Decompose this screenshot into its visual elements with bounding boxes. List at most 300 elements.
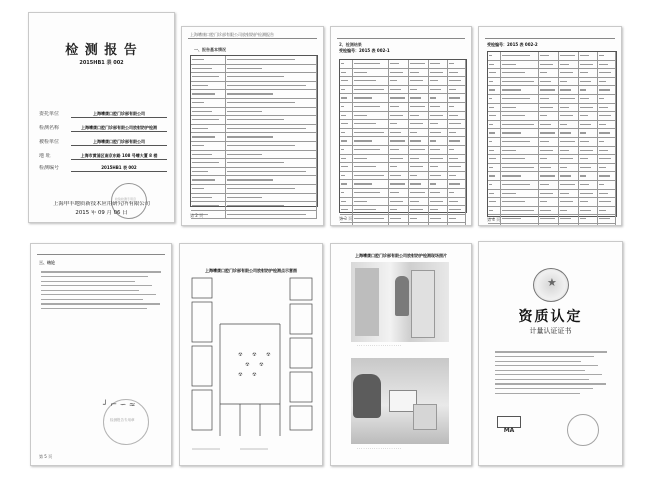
svg-text:☢: ☢ — [238, 352, 243, 358]
table-cell — [191, 159, 226, 167]
table-cell — [429, 215, 447, 223]
table-cell — [579, 129, 597, 137]
table-cell — [598, 215, 616, 223]
table-cell — [488, 155, 501, 163]
table-cell — [488, 224, 501, 226]
table-cell — [559, 52, 579, 60]
table-cell — [226, 159, 317, 167]
table-cell — [191, 151, 226, 159]
table-cell — [409, 206, 429, 214]
table-cell — [389, 206, 409, 214]
table-cell — [579, 181, 597, 189]
table-cell — [579, 147, 597, 155]
svg-text:☢: ☢ — [259, 362, 264, 368]
table-row — [488, 155, 616, 164]
table-cell — [501, 172, 539, 180]
text-line — [495, 379, 589, 380]
table-cell — [409, 103, 429, 111]
table-cell — [579, 207, 597, 215]
page-photos — [330, 243, 472, 466]
table-cell — [579, 224, 597, 226]
table-cell — [226, 176, 317, 184]
table-cell — [409, 60, 429, 68]
table-cell — [448, 215, 466, 223]
section-title: 2、检测结果 — [339, 42, 362, 47]
table-cell — [539, 95, 559, 103]
table-cell — [598, 86, 616, 94]
table-cell — [598, 190, 616, 198]
table-cell — [488, 181, 501, 189]
table-cell — [191, 168, 226, 176]
table-cell — [409, 189, 429, 197]
table-cell — [353, 103, 389, 111]
text-line — [495, 383, 606, 384]
table-cell — [429, 163, 447, 171]
table-cell — [389, 120, 409, 128]
table-row — [488, 78, 616, 87]
table-cell — [429, 146, 447, 154]
table-row — [191, 151, 317, 160]
table-cell — [488, 207, 501, 215]
table-cell — [429, 86, 447, 94]
table-cell — [539, 129, 559, 137]
table-cell — [598, 198, 616, 206]
table-cell — [226, 211, 317, 219]
table-row — [488, 61, 616, 70]
table-row — [488, 164, 616, 173]
table-row — [488, 181, 616, 190]
table-cell — [501, 147, 539, 155]
table-cell — [353, 155, 389, 163]
table-cell — [226, 142, 317, 150]
table-cell — [353, 137, 389, 145]
table-cell — [409, 77, 429, 85]
table-cell — [353, 172, 389, 180]
table-cell — [598, 181, 616, 189]
table-cell — [579, 69, 597, 77]
table-cell — [559, 61, 579, 69]
table-cell — [579, 198, 597, 206]
stamp-text: 检验检测专用章 — [115, 197, 137, 201]
table-cell — [539, 155, 559, 163]
table-row — [488, 147, 616, 156]
table-row — [191, 82, 317, 91]
table-cell — [226, 56, 317, 64]
table-cell — [340, 189, 353, 197]
national-emblem: ★ — [533, 268, 569, 302]
table-cell — [429, 77, 447, 85]
table-cell — [389, 146, 409, 154]
table-row — [191, 168, 317, 177]
table-cell — [409, 223, 429, 226]
table-row — [191, 176, 317, 185]
certificate-subtitle: 计量认证证书 — [529, 327, 572, 335]
table-cell — [353, 180, 389, 188]
table-cell — [448, 120, 466, 128]
table-cell — [448, 69, 466, 77]
table-cell — [226, 65, 317, 73]
table-cell — [598, 104, 616, 112]
table-cell — [409, 112, 429, 120]
table-cell — [579, 61, 597, 69]
table-cell — [539, 172, 559, 180]
table-cell — [191, 82, 226, 90]
text-line — [41, 308, 147, 309]
table-cell — [448, 223, 466, 226]
info-table — [190, 55, 318, 207]
table-row — [488, 224, 616, 226]
table-cell — [353, 215, 389, 223]
table-cell — [353, 112, 389, 120]
table-row — [191, 108, 317, 117]
page-conclusion — [30, 243, 172, 466]
table-cell — [226, 151, 317, 159]
wall-panel — [355, 268, 379, 336]
table-cell — [488, 121, 501, 129]
table-cell — [559, 164, 579, 172]
photo-caption-2: · · · · · · · · · · · · · · · · · · · · · — [357, 447, 402, 451]
table-cell — [501, 52, 539, 60]
table-row — [488, 207, 616, 216]
table-cell — [579, 104, 597, 112]
table-cell — [448, 103, 466, 111]
table-row — [488, 190, 616, 199]
page-cover — [28, 12, 175, 223]
table-cell — [191, 133, 226, 141]
certificate-seal — [567, 414, 599, 446]
table-row — [488, 172, 616, 181]
table-cell — [539, 164, 559, 172]
table-cell — [579, 138, 597, 146]
section-title: 一、报告基本情况 — [194, 47, 226, 52]
table-cell — [389, 60, 409, 68]
table-cell — [389, 103, 409, 111]
table-cell — [598, 129, 616, 137]
table-cell — [598, 61, 616, 69]
results-table — [339, 59, 467, 213]
text-line — [495, 365, 598, 366]
table-cell — [559, 172, 579, 180]
table-cell — [488, 86, 501, 94]
table-row — [488, 121, 616, 130]
table-cell — [598, 224, 616, 226]
table-cell — [409, 146, 429, 154]
field-label-0: 委托单位 — [39, 111, 60, 117]
certificate-body — [495, 348, 607, 397]
table-cell — [409, 198, 429, 206]
table-cell — [488, 104, 501, 112]
table-row — [191, 185, 317, 194]
report-title: 检 测 报 告 — [65, 43, 138, 58]
table-cell — [429, 120, 447, 128]
table-cell — [353, 129, 389, 137]
table-cell — [598, 112, 616, 120]
section-title: 上海嘈康口腔门诊部有限公司放射防护检测点示意图 — [205, 268, 297, 273]
table-cell — [598, 52, 616, 60]
table-row — [488, 215, 616, 224]
table-cell — [389, 180, 409, 188]
table-cell — [340, 137, 353, 145]
table-cell — [579, 95, 597, 103]
table-cell — [579, 112, 597, 120]
field-label-1: 检测名称 — [39, 125, 60, 131]
table-cell — [429, 206, 447, 214]
table-cell — [191, 125, 226, 133]
text-line — [495, 393, 580, 394]
table-cell — [353, 86, 389, 94]
table-cell — [501, 112, 539, 120]
table-cell — [340, 129, 353, 137]
table-cell — [429, 189, 447, 197]
table-cell — [488, 198, 501, 206]
table-cell — [340, 86, 353, 94]
table-cell — [340, 155, 353, 163]
table-cell — [559, 215, 579, 223]
table-cell — [409, 69, 429, 77]
text-line — [41, 271, 161, 272]
table-cell — [559, 86, 579, 94]
table-cell — [501, 86, 539, 94]
table-cell — [429, 94, 447, 102]
table-cell — [448, 180, 466, 188]
signature: ┘ ⌐ ∽ ≈ — [103, 400, 136, 409]
table-cell — [501, 190, 539, 198]
table-cell — [389, 77, 409, 85]
table-cell — [340, 163, 353, 171]
table-cell — [191, 194, 226, 202]
person-figure-2 — [353, 374, 381, 418]
table-cell — [579, 155, 597, 163]
table-row — [488, 52, 616, 61]
section-subtitle: 受检编号：2015 表 002-1 — [339, 48, 390, 53]
table-cell — [579, 86, 597, 94]
table-cell — [429, 60, 447, 68]
table-cell — [488, 129, 501, 137]
table-cell — [448, 172, 466, 180]
table-cell — [559, 112, 579, 120]
section-title: 上海嘈康口腔门诊部有限公司放射防护检测现场照片 — [355, 253, 447, 258]
table-cell — [340, 77, 353, 85]
table-cell — [488, 112, 501, 120]
table-cell — [191, 99, 226, 107]
doorway — [411, 270, 435, 338]
table-cell — [448, 112, 466, 120]
table-cell — [539, 207, 559, 215]
table-cell — [488, 61, 501, 69]
table-cell — [409, 155, 429, 163]
table-cell — [191, 73, 226, 81]
table-cell — [389, 112, 409, 120]
table-cell — [448, 94, 466, 102]
svg-text:☢: ☢ — [266, 352, 271, 358]
table-cell — [409, 120, 429, 128]
table-cell — [501, 69, 539, 77]
table-cell — [353, 94, 389, 102]
field-value-0: 上海嘈康口腔门诊部有限公司 — [93, 111, 145, 116]
org-name: 上海申丰地质新技术应用研究所有限公司 — [52, 201, 151, 207]
table-cell — [353, 60, 389, 68]
table-cell — [340, 180, 353, 188]
table-cell — [226, 194, 317, 202]
table-cell — [488, 78, 501, 86]
page-basic-info: 上海嘈康口腔门诊部有限公司放射防护检测报告 一、报告基本情况 第 2 页 — [181, 26, 324, 226]
table-cell — [353, 120, 389, 128]
table-cell — [559, 224, 579, 226]
table-row — [191, 159, 317, 168]
table-cell — [539, 104, 559, 112]
table-row — [340, 69, 466, 78]
table-row — [488, 138, 616, 147]
text-line — [41, 294, 156, 295]
table-row — [340, 215, 466, 224]
table-cell — [539, 112, 559, 120]
table-cell — [340, 60, 353, 68]
table-cell — [539, 147, 559, 155]
table-cell — [501, 155, 539, 163]
table-cell — [488, 95, 501, 103]
page-footer: 第 5 页 — [39, 454, 53, 459]
table-row — [340, 129, 466, 138]
table-cell — [226, 125, 317, 133]
table-cell — [598, 155, 616, 163]
table-row — [340, 103, 466, 112]
photo-caption-1: · · · · · · · · · · · · · · · · · · · · · — [357, 344, 402, 348]
table-cell — [488, 147, 501, 155]
table-cell — [539, 224, 559, 226]
report-number: 2015HB1 表 002 — [79, 60, 124, 66]
table-row — [191, 90, 317, 99]
table-cell — [539, 78, 559, 86]
table-cell — [539, 215, 559, 223]
table-cell — [429, 103, 447, 111]
field-value-3: 上海市黄浦区南京东路 108 号嘈大厦 8 楼 — [80, 153, 158, 158]
table-cell — [598, 172, 616, 180]
conclusion-text — [41, 268, 161, 313]
field-value-2: 上海嘈康口腔门诊部有限公司 — [93, 139, 145, 144]
svg-text:☢: ☢ — [238, 372, 243, 378]
table-cell — [559, 190, 579, 198]
table-row — [191, 142, 317, 151]
table-cell — [539, 69, 559, 77]
table-cell — [409, 215, 429, 223]
table-cell — [488, 52, 501, 60]
text-line — [495, 361, 581, 362]
table-cell — [539, 52, 559, 60]
table-cell — [429, 223, 447, 226]
table-row — [488, 129, 616, 138]
table-cell — [501, 129, 539, 137]
text-line — [41, 285, 152, 286]
table-cell — [340, 206, 353, 214]
table-cell — [559, 198, 579, 206]
table-row — [340, 180, 466, 189]
table-row — [191, 99, 317, 108]
table-cell — [353, 223, 389, 226]
table-cell — [389, 223, 409, 226]
table-cell — [340, 112, 353, 120]
table-cell — [226, 90, 317, 98]
table-cell — [340, 69, 353, 77]
table-row — [191, 202, 317, 211]
cma-logo: MA — [497, 416, 521, 428]
floor-plan-diagram — [180, 244, 322, 465]
table-cell — [559, 69, 579, 77]
table-cell — [191, 108, 226, 116]
table-cell — [389, 94, 409, 102]
table-row — [340, 94, 466, 103]
table-cell — [559, 138, 579, 146]
table-cell — [353, 206, 389, 214]
table-cell — [598, 69, 616, 77]
results-table-2 — [487, 51, 617, 217]
table-cell — [579, 172, 597, 180]
table-cell — [501, 104, 539, 112]
table-cell — [409, 172, 429, 180]
equipment-2 — [413, 404, 437, 430]
table-cell — [598, 138, 616, 146]
person-figure — [395, 276, 409, 316]
table-cell — [340, 103, 353, 111]
table-cell — [559, 78, 579, 86]
table-cell — [488, 190, 501, 198]
table-cell — [226, 108, 317, 116]
svg-text:☢: ☢ — [252, 352, 257, 358]
text-line — [495, 388, 593, 389]
stamp-text: 检测报告专用章 — [110, 418, 135, 422]
table-cell — [501, 164, 539, 172]
table-cell — [429, 129, 447, 137]
table-cell — [539, 121, 559, 129]
table-cell — [539, 190, 559, 198]
table-cell — [226, 73, 317, 81]
page-results-2 — [478, 26, 622, 226]
table-cell — [389, 163, 409, 171]
table-row — [340, 223, 466, 226]
table-row — [191, 73, 317, 82]
table-cell — [353, 77, 389, 85]
table-cell — [191, 65, 226, 73]
table-cell — [559, 104, 579, 112]
table-row — [488, 69, 616, 78]
table-cell — [353, 146, 389, 154]
table-cell — [598, 164, 616, 172]
table-cell — [448, 206, 466, 214]
table-cell — [353, 163, 389, 171]
table-cell — [488, 69, 501, 77]
table-cell — [340, 146, 353, 154]
table-cell — [598, 95, 616, 103]
table-cell — [191, 142, 226, 150]
table-cell — [429, 198, 447, 206]
table-row — [340, 155, 466, 164]
table-cell — [389, 172, 409, 180]
table-cell — [226, 116, 317, 124]
table-row — [340, 189, 466, 198]
photo-1 — [351, 262, 449, 342]
page-footer: 第 2 页 — [190, 213, 204, 218]
table-row — [191, 133, 317, 142]
page-certificate — [478, 241, 623, 466]
table-cell — [226, 133, 317, 141]
table-row — [340, 112, 466, 121]
table-cell — [191, 56, 226, 64]
page-results-1 — [330, 26, 472, 226]
table-cell — [353, 189, 389, 197]
table-cell — [539, 86, 559, 94]
table-row — [340, 172, 466, 181]
table-cell — [488, 164, 501, 172]
table-cell — [226, 185, 317, 193]
